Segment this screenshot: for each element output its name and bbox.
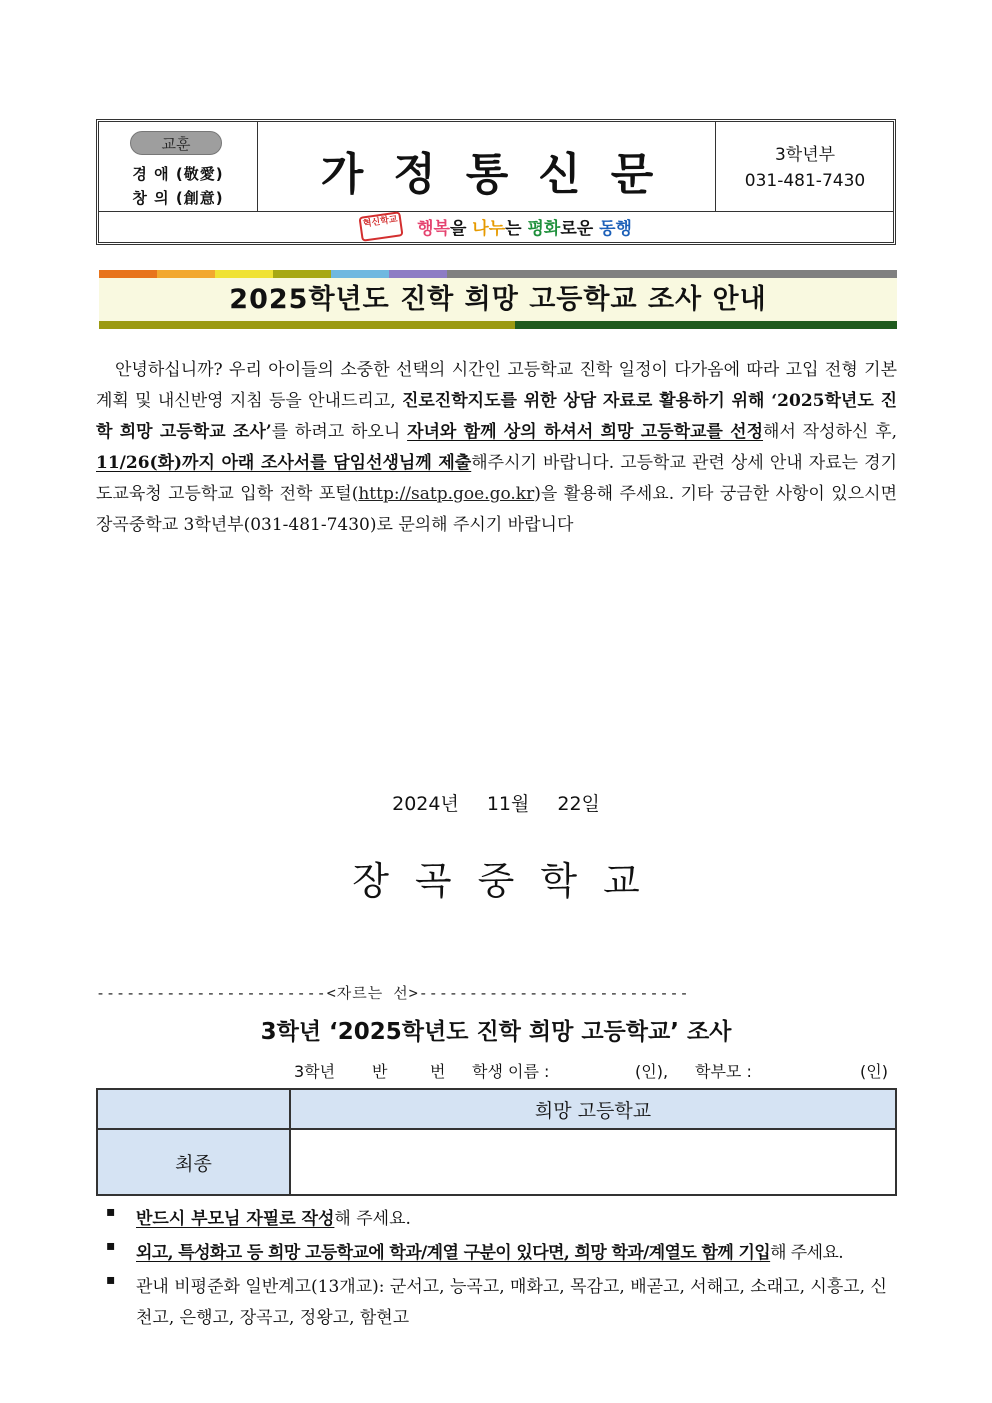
school-name: 장곡중학교 [352, 859, 666, 903]
issue-date: 2024년 11월 22일 [392, 793, 600, 815]
bullet-icon: ▪ [106, 1204, 116, 1220]
department-phone: 031-481-7430 [744, 171, 866, 191]
row-label-final: 최종 [97, 1129, 290, 1195]
bullet-icon: ▪ [106, 1238, 115, 1254]
motto-line-1: 경 애 (敬愛) [132, 165, 224, 183]
notice-body: 안녕하십니까? 우리 아이들의 소중한 선택의 시간인 고등학교 진학 일정이 다가옴에 따라 고입 전형 기본계획 및 내신반영 지침 등을 안내드리고, 진로진학지도를 위한 상담 자료로 활용하기 위해 ‘2025학년도 진학 희망 고등학교 조사’를 하려고 하오니 자녀와 함께 상의 하셔서 희망 고등학교를 선정해서 작성하신 후, 11/26(화)까지 아래 조사서를 담임선생님께 제출해주시기 바랍니다. 고등학교 관련 상세 안내 자료는 경기도교육청 고등학교 입학 전학 포털(http://satp.goe.go.kr)을 활용해 주세요. 기타 궁금한 사항이 있으시면 장곡중학교 3학년부(031-481-7430)로 문의해 주시기 바랍니다 [96, 360, 898, 535]
department-name: 3학년부 [774, 145, 836, 165]
page-title: 가정통신문 [320, 149, 684, 200]
cut-line: -----------------------<자르는 선>--------------------------- [96, 984, 690, 1002]
list-item: ▪ 반드시 부모님 자필로 작성해 주세요. [106, 1204, 411, 1229]
list-item: ▪ 관내 비평준화 일반계고(13개교): 군서고, 능곡고, 매화고, 목감고, 배곧고, 서해고, 소래고, 시흥고, 신천고, 은행고, 장곡고, 정왕고, 함현고 [106, 1272, 887, 1328]
motto-line-2: 창 의 (創意) [132, 189, 224, 207]
grade-label: 3학년 [294, 1062, 336, 1081]
survey-table [96, 1088, 897, 1196]
form-title: 3학년 ‘2025학년도 진학 희망 고등학교’ 조사 [260, 1019, 732, 1045]
class-label: 반 [372, 1062, 388, 1081]
notice-title: 2025학년도 진학 희망 고등학교 조사 안내 [99, 278, 897, 321]
student-name-label: 학생 이름 : [472, 1062, 550, 1081]
innovation-school-icon: 혁신학교 [358, 211, 403, 242]
final-school-field[interactable] [290, 1129, 896, 1195]
bullet-icon: ▪ [106, 1272, 116, 1288]
banner-color-bar-top [99, 270, 897, 278]
list-item: ▪ 외고, 특성화고 등 희망 고등학교에 학과/계열 구분이 있다면, 희망 학과/계열도 함께 기입해 주세요. [106, 1238, 844, 1263]
student-seal-label: (인), [635, 1062, 669, 1081]
number-label: 번 [430, 1062, 446, 1081]
slogan: 혁신학교 행복을 나누는 평화로운 동행 [99, 214, 893, 244]
column-header-hope-school: 희망 고등학교 [290, 1089, 896, 1129]
motto-badge: 교훈 [130, 131, 222, 155]
portal-link[interactable]: http://satp.goe.go.kr [358, 484, 535, 504]
table-corner-cell [97, 1089, 290, 1129]
parent-seal-label: (인) [860, 1062, 888, 1081]
newsletter-header [96, 119, 896, 245]
banner-color-bar-bottom [99, 321, 897, 329]
parent-label: 학부모 : [695, 1062, 752, 1081]
notes-list [104, 1204, 897, 1337]
